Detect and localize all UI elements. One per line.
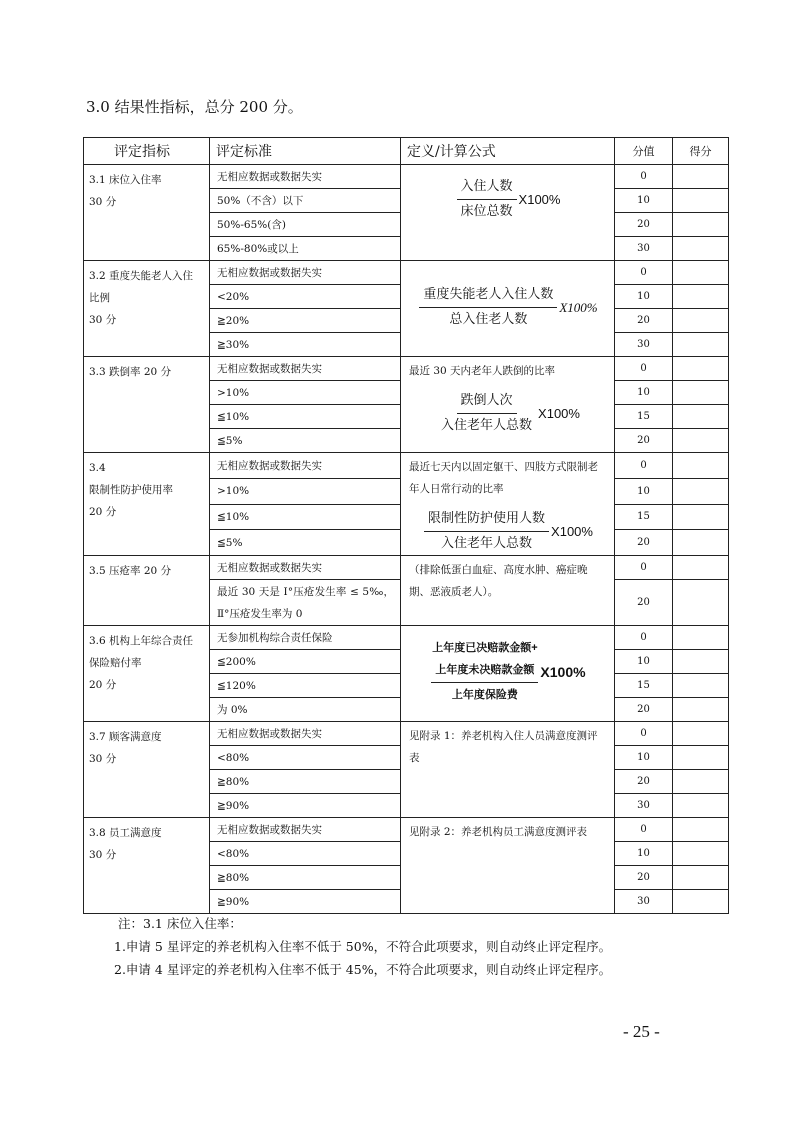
score-cell: 20 <box>615 309 673 333</box>
indicator-label: 20 分 <box>89 679 117 691</box>
score-cell: 10 <box>615 650 673 674</box>
formula-numerator: 上年度未决赔款金额 <box>431 659 538 683</box>
formula-denominator: 上年度保险费 <box>451 689 518 701</box>
page-number: - 25 - <box>623 1022 660 1041</box>
formula <box>409 390 608 437</box>
definition-text: 最近七天内以固定躯干、四肢方式限制老年人日常行动的比率 <box>409 461 598 495</box>
formula <box>409 284 608 331</box>
got-score-cell[interactable] <box>673 285 729 309</box>
got-score-cell[interactable] <box>673 530 729 556</box>
got-score-cell[interactable] <box>673 237 729 261</box>
score-cell: 30 <box>615 890 673 914</box>
table-row <box>84 165 729 189</box>
indicator-label: 30 分 <box>89 849 117 861</box>
fraction <box>457 176 517 223</box>
formula <box>409 176 608 223</box>
indicator-label: 限制性防护使用率 <box>89 484 173 496</box>
score-cell: 0 <box>615 556 673 580</box>
standard-cell: ≧20% <box>210 309 401 333</box>
standard-cell: 无相应数据或数据失实 <box>210 261 401 285</box>
standard-cell: 50%（不含）以下 <box>210 189 401 213</box>
score-cell: 10 <box>615 842 673 866</box>
formula-multiplier: X100% <box>551 523 593 539</box>
indicator-label: 3.8 员工满意度 <box>89 827 162 839</box>
definition-text: 见附录 1：养老机构入住人员满意度测评表 <box>409 730 598 764</box>
score-cell: 20 <box>615 530 673 556</box>
standard-cell: ≧90% <box>210 794 401 818</box>
got-score-cell[interactable] <box>673 770 729 794</box>
header-got: 得分 <box>673 138 729 165</box>
standard-cell: ≦10% <box>210 504 401 530</box>
standard-cell: <20% <box>210 285 401 309</box>
standard-cell: ≧90% <box>210 890 401 914</box>
standard-cell: ≦5% <box>210 429 401 453</box>
table-row <box>84 357 729 381</box>
score-cell: 30 <box>615 794 673 818</box>
standard-cell: ≧80% <box>210 866 401 890</box>
got-score-cell[interactable] <box>673 357 729 381</box>
formula-numerator: 入住人数 <box>457 176 517 200</box>
standard-cell: <80% <box>210 746 401 770</box>
evaluation-table <box>83 137 729 914</box>
got-score-cell[interactable] <box>673 818 729 842</box>
got-score-cell[interactable] <box>673 842 729 866</box>
standard-cell: >10% <box>210 478 401 504</box>
score-cell: 0 <box>615 818 673 842</box>
indicator-label: 3.3 跌倒率 20 分 <box>89 366 172 378</box>
section-title: 3.0 结果性指标，总分 200 分。 <box>86 98 303 116</box>
score-cell: 0 <box>615 165 673 189</box>
standard-cell: ≦200% <box>210 650 401 674</box>
note-item: 1.申请 5 星评定的养老机构入住率不低于 50%，不符合此项要求，则自动终止评定程序。 <box>114 939 612 954</box>
got-score-cell[interactable] <box>673 478 729 504</box>
indicator-cell <box>84 556 210 626</box>
score-cell: 15 <box>615 405 673 429</box>
got-score-cell[interactable] <box>673 189 729 213</box>
formula-multiplier: X100% <box>540 663 586 680</box>
indicator-cell <box>84 165 210 261</box>
definition-cell <box>401 357 615 453</box>
indicator-label: 3.4 <box>89 462 106 474</box>
standard-cell: <80% <box>210 842 401 866</box>
formula-multiplier: X100% <box>518 191 561 207</box>
indicator-label: 30 分 <box>89 314 117 326</box>
standard-cell: ≦120% <box>210 674 401 698</box>
standard-cell: ≦10% <box>210 405 401 429</box>
definition-cell <box>401 626 615 722</box>
score-cell: 10 <box>615 381 673 405</box>
note-item: 2.申请 4 星评定的养老机构入住率不低于 45%，不符合此项要求，则自动终止评定程序。 <box>114 962 612 977</box>
score-cell: 10 <box>615 746 673 770</box>
got-score-cell[interactable] <box>673 309 729 333</box>
standard-cell: 无相应数据或数据失实 <box>210 165 401 189</box>
indicator-label: 3.7 顾客满意度 <box>89 731 162 743</box>
indicator-cell <box>84 357 210 453</box>
definition-cell <box>401 818 615 914</box>
score-cell: 10 <box>615 478 673 504</box>
score-cell: 15 <box>615 674 673 698</box>
standard-cell: 无参加机构综合责任保险 <box>210 626 401 650</box>
indicator-label: 30 分 <box>89 196 117 208</box>
score-cell: 20 <box>615 429 673 453</box>
indicator-label: 3.5 压疮率 20 分 <box>89 565 172 577</box>
got-score-cell[interactable] <box>673 429 729 453</box>
indicator-cell <box>84 818 210 914</box>
formula-multiplier: X100% <box>538 405 580 421</box>
standard-cell: 无相应数据或数据失实 <box>210 722 401 746</box>
fraction <box>437 390 536 437</box>
got-score-cell[interactable] <box>673 165 729 189</box>
fraction <box>419 284 557 331</box>
table-row <box>84 626 729 650</box>
got-score-cell[interactable] <box>673 890 729 914</box>
definition-cell <box>401 165 615 261</box>
got-score-cell[interactable] <box>673 504 729 530</box>
score-cell: 15 <box>615 504 673 530</box>
got-score-cell[interactable] <box>673 453 729 479</box>
standard-cell: 无相应数据或数据失实 <box>210 818 401 842</box>
got-score-cell[interactable] <box>673 556 729 580</box>
indicator-label: 3.2 重度失能老人入住 <box>89 270 194 282</box>
indicator-cell <box>84 261 210 357</box>
standard-cell: ≧80% <box>210 770 401 794</box>
table-row <box>84 818 729 842</box>
formula-denominator: 总入住老人数 <box>449 312 528 327</box>
formula-numerator: 跌倒人次 <box>457 390 517 414</box>
got-score-cell[interactable] <box>673 213 729 237</box>
got-score-cell[interactable] <box>673 626 729 650</box>
standard-cell: 65%-80%或以上 <box>210 237 401 261</box>
definition-cell <box>401 261 615 357</box>
header-definition: 定义/计算公式 <box>401 138 615 165</box>
score-cell: 0 <box>615 722 673 746</box>
score-cell: 30 <box>615 333 673 357</box>
got-score-cell[interactable] <box>673 794 729 818</box>
score-cell: 20 <box>615 698 673 722</box>
formula-denominator: 床位总数 <box>460 204 513 219</box>
score-cell: 0 <box>615 626 673 650</box>
header-indicator: 评定指标 <box>84 138 210 165</box>
formula-denominator: 入住老年人总数 <box>441 536 533 551</box>
got-score-cell[interactable] <box>673 722 729 746</box>
formula-numerator: 重度失能老人入住人数 <box>419 284 557 308</box>
indicator-cell <box>84 453 210 556</box>
got-score-cell[interactable] <box>673 674 729 698</box>
got-score-cell[interactable] <box>673 866 729 890</box>
standard-cell: 为 0% <box>210 698 401 722</box>
formula <box>409 637 608 706</box>
score-cell: 20 <box>615 580 673 626</box>
standard-cell: 无相应数据或数据失实 <box>210 357 401 381</box>
score-cell: 0 <box>615 357 673 381</box>
got-score-cell[interactable] <box>673 381 729 405</box>
score-cell: 20 <box>615 770 673 794</box>
formula-multiplier: X100% <box>559 299 598 315</box>
indicator-label: 3.6 机构上年综合责任 <box>89 635 194 647</box>
standard-cell: >10% <box>210 381 401 405</box>
got-score-cell[interactable] <box>673 261 729 285</box>
score-cell: 0 <box>615 453 673 479</box>
definition-text: 最近 30 天内老年人跌倒的比率 <box>409 365 556 377</box>
score-cell: 20 <box>615 866 673 890</box>
definition-cell <box>401 556 615 626</box>
definition-text: （排除低蛋白血症、高度水肿、癌症晚期、恶液质老人）。 <box>409 564 588 598</box>
header-score: 分值 <box>615 138 673 165</box>
indicator-cell <box>84 722 210 818</box>
table-row <box>84 556 729 580</box>
indicator-label: 保险赔付率 <box>89 657 142 669</box>
table-row <box>84 453 729 479</box>
fraction <box>424 508 549 555</box>
indicator-label: 20 分 <box>89 506 117 518</box>
formula-numerator: 限制性防护使用人数 <box>424 508 549 532</box>
indicator-label: 3.1 床位入住率 <box>89 174 162 186</box>
got-score-cell[interactable] <box>673 333 729 357</box>
score-cell: 10 <box>615 189 673 213</box>
score-cell: 10 <box>615 285 673 309</box>
table-header-row <box>84 138 729 165</box>
score-cell: 0 <box>615 261 673 285</box>
got-score-cell[interactable] <box>673 698 729 722</box>
definition-text: 见附录 2：养老机构员工满意度测评表 <box>409 826 588 838</box>
table-row <box>84 722 729 746</box>
standard-cell: ≧30% <box>210 333 401 357</box>
indicator-label: 30 分 <box>89 753 117 765</box>
standard-cell: 50%-65%(含) <box>210 213 401 237</box>
score-cell: 30 <box>615 237 673 261</box>
score-cell: 20 <box>615 213 673 237</box>
standard-cell: 无相应数据或数据失实 <box>210 453 401 479</box>
header-standard: 评定标准 <box>210 138 401 165</box>
formula <box>409 508 608 555</box>
fraction <box>431 637 538 706</box>
definition-cell <box>401 722 615 818</box>
indicator-label: 比例 <box>89 292 110 304</box>
indicator-cell <box>84 626 210 722</box>
table-row <box>84 261 729 285</box>
note-heading: 注：3.1 床位入住率： <box>118 916 242 931</box>
got-score-cell[interactable] <box>673 580 729 626</box>
formula-denominator: 入住老年人总数 <box>441 418 533 433</box>
got-score-cell[interactable] <box>673 746 729 770</box>
standard-cell: ≦5% <box>210 530 401 556</box>
formula-numerator-part: 上年度已决赔款金额+ <box>432 642 538 654</box>
standard-cell: 无相应数据或数据失实 <box>210 556 401 580</box>
standard-cell: 最近 30 天是 Ⅰ°压疮发生率 ≤ 5‰，Ⅱ°压疮发生率为 0 <box>210 580 401 626</box>
got-score-cell[interactable] <box>673 405 729 429</box>
definition-cell <box>401 453 615 556</box>
got-score-cell[interactable] <box>673 650 729 674</box>
notes <box>114 912 612 981</box>
